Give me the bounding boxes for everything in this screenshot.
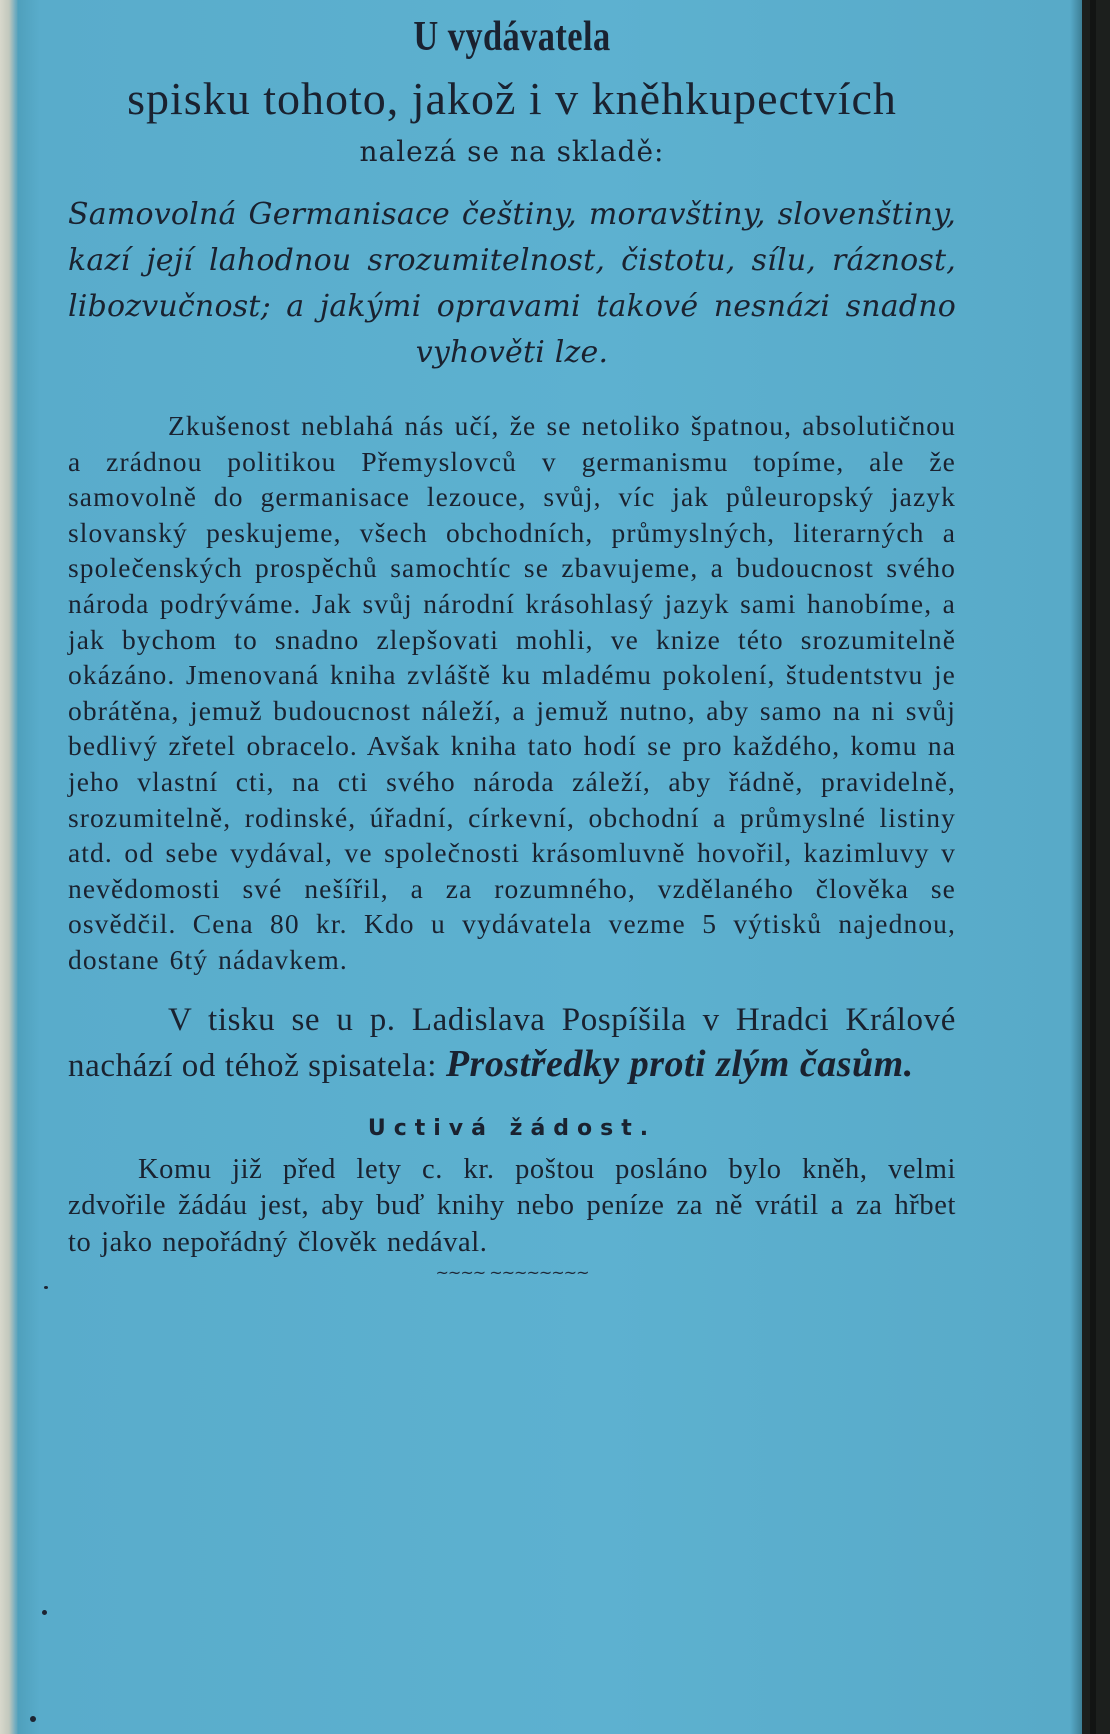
stock-line: nalezá se na skladě: bbox=[359, 135, 665, 168]
closing-ornament: ~~~~ ~~~~~~~~ bbox=[435, 1263, 589, 1282]
paper-speck bbox=[42, 1610, 47, 1615]
publisher-heading: U vydávatela bbox=[413, 14, 611, 60]
book-description: Zkušenost neblahá nás učí, že se netoliko špatnou, absolutičnou a zrádnou politikou Přemyslovců v germanismu topíme, ale že samovolně do germanisace lezouce, svůj, víc jak půleuropský jazyk slovanský peskujeme, všech obchodních, průmyslných, literarných a společenských prospěchů samochtíc se zbavujeme, a budoucnost svého národa podrýváme. Jak svůj národní krásohlasý jazyk sami hanobíme, a jak bychom to snadno zlepšovati mohli, ve knize této srozumitelně okázáno. Jmenovaná kniha zvláště ku mladému pokolení, študentstvu je obrátěna, jemuž budoucnost náleží, a jemuž nutno, aby samo na ni svůj bedlivý zřetel obracelo. Avšak kniha tato hodí se pro každého, komu na jeho vlastní cti, na cti svého národa záleží, aby řádně, pravidelně, srozumitelně, rodinské, úřadní, církevní, obchodní a průmyslné listiny atd. od sebe vydával, ve společnosti krásomluvně hovořil, kazimluvy v nevědomosti své nešířil, a za rozumného, vzdělaného člověka se osvědčil. Cena 80 kr. Kdo u vydávatela vezme 5 výtisků najednou, dostane 6tý nádavkem. bbox=[68, 410, 956, 975]
book-cover-edge bbox=[1082, 0, 1110, 1734]
paper-speck bbox=[44, 1286, 48, 1289]
paper-speck bbox=[30, 1716, 36, 1722]
advertisement-content bbox=[68, 0, 956, 1282]
in-print-notice bbox=[68, 998, 956, 1088]
in-print-text: V tisku se u p. Ladislava Pospíšila v Hradci Králové nachází od téhož spisatela: bbox=[68, 1001, 956, 1084]
stores-line: spisku tohoto, jakož i v kněhkupectvích bbox=[127, 73, 897, 124]
request-heading: Uctivá žádost. bbox=[367, 1115, 657, 1141]
book-binding-edge bbox=[0, 0, 16, 1734]
book-title: Samovolná Germanisace češtiny, moravštiny, slovenštiny, kazí její lahodnou srozumitelnost, čistotu, sílu, ráznost, libozvučnost; a jakými opravami takové nesnázi snadno vyhověti lze. bbox=[68, 197, 956, 370]
request-text: Komu již před lety c. kr. poštou posláno bylo kněh, velmi zdvořile žádáu jest, aby buď knihy nebo peníze za ně vrátil a za hřbet to jako nepořádný člověk nedával. bbox=[68, 1153, 956, 1258]
forthcoming-book-title: Prostředky proti zlým časům. bbox=[445, 1042, 914, 1085]
